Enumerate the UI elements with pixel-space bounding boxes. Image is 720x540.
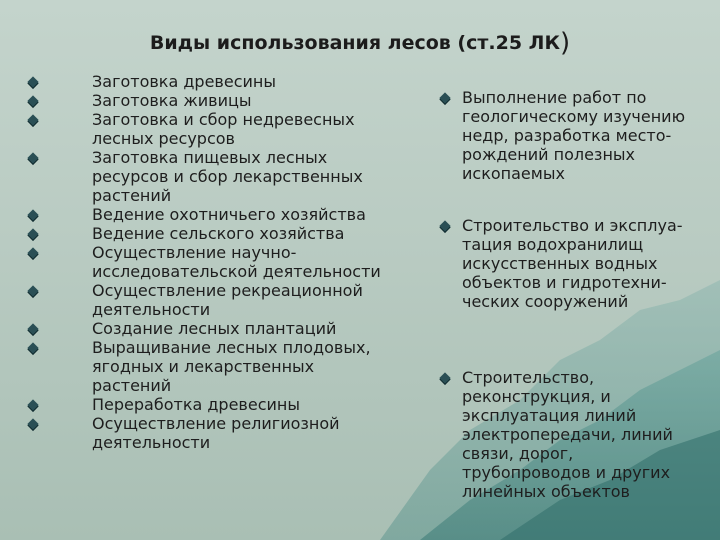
- list-item-line: недр, разработка место-: [462, 126, 672, 145]
- list-item-line: тация водохранилищ: [462, 235, 644, 254]
- list-item: [92, 72, 422, 91]
- list-item: [92, 243, 422, 281]
- list-item-line: Заготовка пищевых лесных: [92, 148, 328, 167]
- list-item-line: ресурсов и сбор лекарственных: [92, 167, 363, 186]
- list-item-line: Заготовка древесины: [92, 72, 276, 91]
- list-item-line: связи, дорог,: [462, 444, 574, 463]
- list-item-line: лесных ресурсов: [92, 129, 235, 148]
- list-item-line: ягодных и лекарственных: [92, 357, 315, 376]
- list-item-line: Строительство,: [462, 368, 595, 387]
- list-item-line: рождений полезных: [462, 145, 635, 164]
- list-item-line: реконструкция, и: [462, 387, 611, 406]
- list-item-line: ческих сооружений: [462, 292, 629, 311]
- list-item-line: Заготовка живицы: [92, 91, 252, 110]
- right-bullet-list: [462, 88, 702, 501]
- list-item-line: Выращивание лесных плодовых,: [92, 338, 371, 357]
- list-item-line: объектов и гидротехни-: [462, 273, 667, 292]
- title-text: Виды использования лесов (ст.25 ЛК: [149, 32, 560, 54]
- list-item: [462, 216, 702, 311]
- left-bullet-list: [92, 72, 422, 452]
- list-item-line: Осуществление религиозной: [92, 414, 340, 433]
- list-item-line: Ведение охотничьего хозяйства: [92, 205, 366, 224]
- list-item-line: Заготовка и сбор недревесных: [92, 110, 355, 129]
- list-item-line: электропередачи, линий: [462, 425, 673, 444]
- list-item-line: растений: [92, 186, 172, 205]
- slide-title: [0, 28, 720, 58]
- list-item: [92, 414, 422, 452]
- list-item-line: исследовательской деятельности: [92, 262, 381, 281]
- list-item-line: деятельности: [92, 300, 211, 319]
- list-item-line: Переработка древесины: [92, 395, 300, 414]
- list-item-line: деятельности: [92, 433, 211, 452]
- list-item-line: искусственных водных: [462, 254, 658, 273]
- list-item: [462, 88, 702, 183]
- list-item-line: Осуществление научно-: [92, 243, 297, 262]
- list-item-line: ископаемых: [462, 164, 565, 183]
- list-item-line: Осуществление рекреационной: [92, 281, 363, 300]
- list-item: [92, 91, 422, 110]
- list-item-line: трубопроводов и других: [462, 463, 671, 482]
- list-item-line: геологическому изучению: [462, 107, 686, 126]
- list-item-line: линейных объектов: [462, 482, 630, 501]
- list-item: [92, 205, 422, 224]
- list-item: [92, 148, 422, 205]
- list-item: [92, 110, 422, 148]
- list-item-line: Строительство и эксплуа-: [462, 216, 683, 235]
- list-item-line: эксплуатация линий: [462, 406, 637, 425]
- list-item-line: Выполнение работ по: [462, 88, 647, 107]
- list-item: [92, 338, 422, 395]
- list-item-line: Создание лесных плантаций: [92, 319, 337, 338]
- list-item: [462, 368, 702, 501]
- title-paren: ): [559, 28, 571, 58]
- list-item: [92, 224, 422, 243]
- list-item-line: Ведение сельского хозяйства: [92, 224, 345, 243]
- list-item-line: растений: [92, 376, 172, 395]
- list-item: [92, 281, 422, 319]
- list-item: [92, 319, 422, 338]
- list-item: [92, 395, 422, 414]
